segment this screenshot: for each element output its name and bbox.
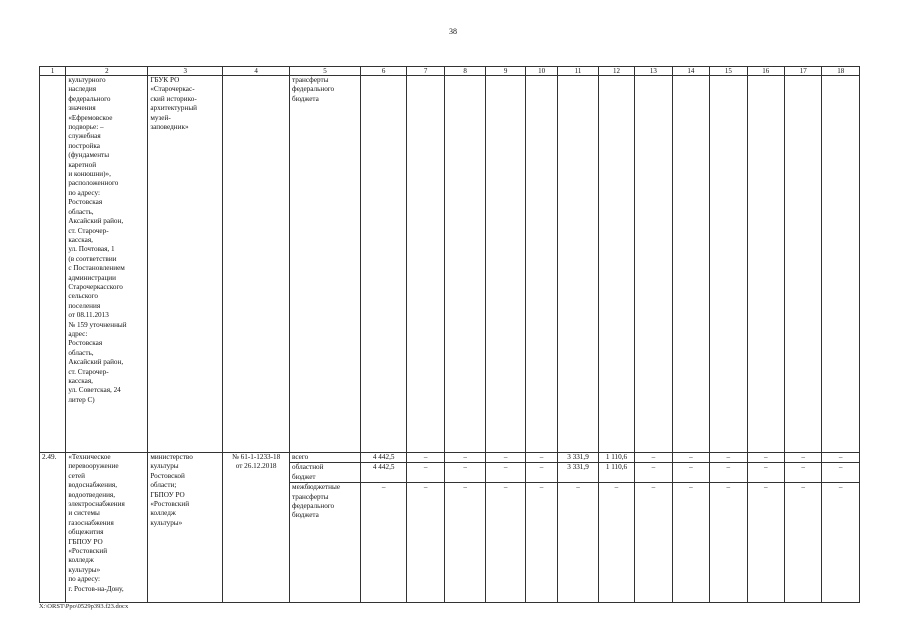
cell-value: –	[444, 483, 486, 603]
cell-value: –	[672, 483, 709, 603]
column-number-13: 13	[635, 67, 672, 76]
cell-row-number	[40, 76, 66, 453]
column-number-17: 17	[785, 67, 822, 76]
cell-value: –	[407, 483, 444, 603]
column-number-11: 11	[558, 67, 598, 76]
cell-value: –	[710, 453, 747, 463]
cell-object-name: культурного наследия федерального значения «Ефремовское подворье: – служебная постройка (фундаменты каретной и конюшни)», расположенного по адресу: Ростовская область, Аксайский район, ст. Старочер- касская, ул. Почтовая, 1 (в соответствии с Постановлением администрации Старочеркасского сельского поселения от 08.11.2013 № 159 уточненный адрес: Ростовская область, Аксайский район, ст. Старочер- касская, ул. Советская, 24 литер С)	[66, 76, 148, 453]
cell-empty	[635, 76, 672, 453]
column-number-9: 9	[486, 67, 525, 76]
cell-value: –	[444, 453, 486, 463]
cell-value: –	[486, 453, 525, 463]
cell-empty	[525, 76, 557, 453]
cell-organization: министерство культуры Ростовской области; ГБПОУ РО «Ростовский колледж культуры»	[148, 453, 223, 603]
cell-value: –	[525, 483, 557, 603]
page-number: 38	[449, 27, 457, 36]
cell-funding-source: трансферты федерального бюджета	[290, 76, 361, 453]
column-number-7: 7	[407, 67, 444, 76]
cell-value: –	[785, 463, 822, 483]
cell-empty	[747, 76, 784, 453]
cell-empty	[407, 76, 444, 453]
cell-value: –	[525, 453, 557, 463]
cell-empty	[444, 76, 486, 453]
column-number-18: 18	[822, 67, 860, 76]
cell-value: –	[407, 463, 444, 483]
cell-object-name: «Техническое перевооружение сетей водоснабжения, водоотведения, электроснабжения и системы газоснабжения общежития ГБПОУ РО «Ростовский колледж культуры» по адресу: г. Ростов-на-Дону,	[66, 453, 148, 603]
cell-value: –	[672, 453, 709, 463]
cell-empty	[672, 76, 709, 453]
table-row-continuation	[40, 76, 860, 453]
column-number-3: 3	[148, 67, 223, 76]
cell-value: –	[486, 483, 525, 603]
column-number-14: 14	[672, 67, 709, 76]
cell-value: –	[822, 463, 860, 483]
cell-empty	[598, 76, 634, 453]
cell-empty	[486, 76, 525, 453]
cell-value: 4 442,5	[360, 453, 407, 463]
cell-document	[223, 76, 290, 453]
cell-value: 4 442,5	[360, 463, 407, 483]
cell-value: –	[785, 483, 822, 603]
cell-value: –	[407, 453, 444, 463]
cell-funding-source: межбюджетные трансферты федерального бюджета	[290, 483, 361, 603]
cell-funding-source: всего	[290, 453, 361, 463]
column-number-8: 8	[444, 67, 486, 76]
cell-empty	[360, 76, 407, 453]
cell-empty	[710, 76, 747, 453]
column-number-6: 6	[360, 67, 407, 76]
column-number-2: 2	[66, 67, 148, 76]
cell-value: –	[444, 463, 486, 483]
cell-row-number: 2.49.	[40, 453, 66, 603]
cell-value: –	[822, 453, 860, 463]
cell-value: –	[822, 483, 860, 603]
column-number-15: 15	[710, 67, 747, 76]
cell-document: № 61-1-1233-18 от 26.12.2018	[223, 453, 290, 603]
cell-value: –	[747, 453, 784, 463]
cell-value: –	[558, 483, 598, 603]
cell-value: –	[525, 463, 557, 483]
cell-organization: ГБУК РО «Старочеркас- ский историко- архитектурный музей- заповедник»	[148, 76, 223, 453]
cell-value: –	[635, 483, 672, 603]
cell-value: –	[360, 483, 407, 603]
cell-value: –	[486, 463, 525, 483]
cell-empty	[822, 76, 860, 453]
column-number-row	[40, 67, 860, 76]
cell-value: 1 110,6	[598, 453, 634, 463]
cell-value: –	[635, 453, 672, 463]
cell-value: 1 110,6	[598, 463, 634, 483]
cell-value: 3 331,9	[558, 453, 598, 463]
cell-value: –	[710, 463, 747, 483]
cell-funding-source: областной бюджет	[290, 463, 361, 483]
cell-value: –	[747, 483, 784, 603]
cell-value: –	[710, 483, 747, 603]
cell-value: –	[635, 463, 672, 483]
footer-file-path: X:\ORST\Ppo\0529p393.f23.docx	[39, 603, 129, 610]
column-number-1: 1	[40, 67, 66, 76]
cell-value: –	[785, 453, 822, 463]
cell-value: –	[747, 463, 784, 483]
table-row-2-49-total	[40, 453, 860, 463]
cell-empty	[558, 76, 598, 453]
cell-value: –	[598, 483, 634, 603]
cell-empty	[785, 76, 822, 453]
budget-table	[39, 66, 860, 603]
cell-value: –	[672, 463, 709, 483]
column-number-16: 16	[747, 67, 784, 76]
column-number-10: 10	[525, 67, 557, 76]
cell-value: 3 331,9	[558, 463, 598, 483]
column-number-4: 4	[223, 67, 290, 76]
column-number-12: 12	[598, 67, 634, 76]
column-number-5: 5	[290, 67, 361, 76]
